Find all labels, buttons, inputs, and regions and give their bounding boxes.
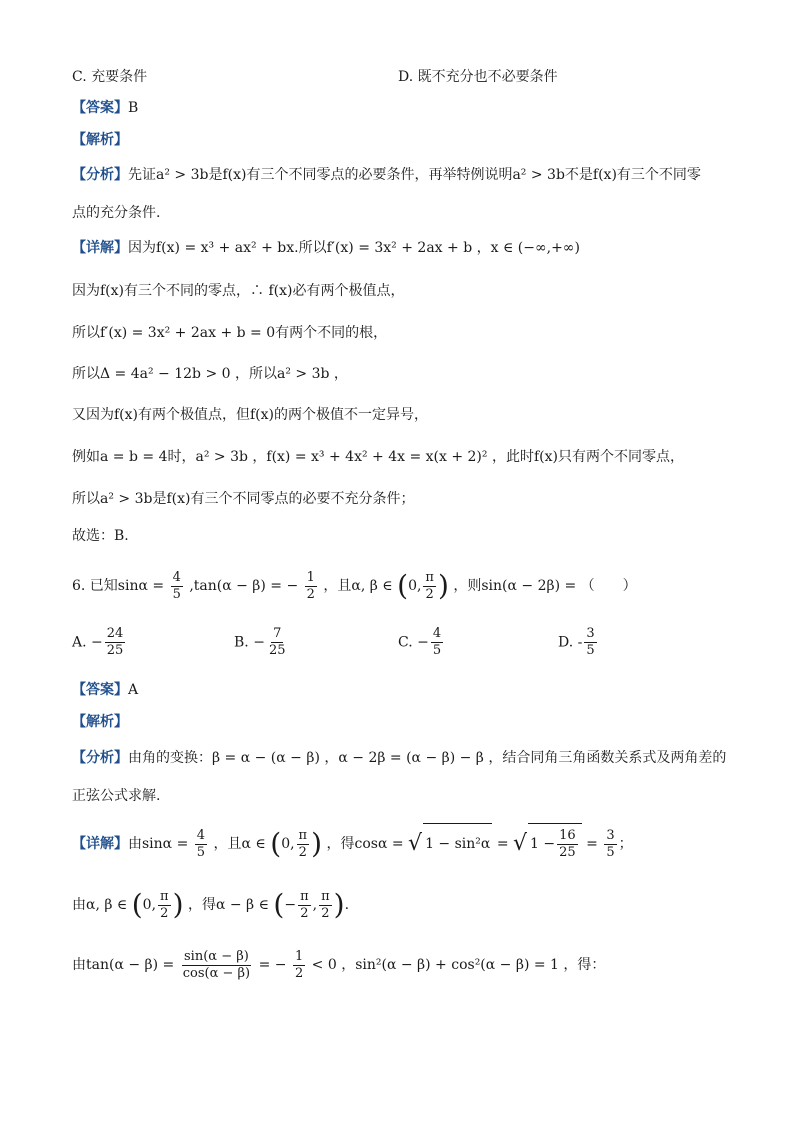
option-sign: − — [253, 634, 265, 651]
frac-num: 3 — [606, 827, 615, 843]
option-frac — [105, 626, 126, 659]
paren-open: ( — [131, 888, 143, 921]
frac-den: 2 — [306, 586, 315, 602]
frac-den: 25 — [559, 844, 576, 860]
frac-den: 25 — [268, 643, 286, 658]
q5-fenxi-line-1 — [72, 165, 701, 185]
option-label: C. — [398, 634, 413, 651]
sqrt-radicand — [528, 823, 582, 864]
option-d-prev: D. 既不充分也不必要条件 — [398, 69, 558, 85]
frac — [319, 889, 332, 922]
fenxi-tag: 【分析】 — [72, 750, 128, 766]
text: < 0 ，sin²(α − β) + cos²(α − β) = 1 ，得： — [311, 957, 606, 973]
frac — [557, 828, 578, 861]
detail-tag: 【详解】 — [72, 240, 128, 256]
option-c-prev: C. 充要条件 — [72, 69, 148, 85]
frac-num: 1 — [306, 569, 315, 585]
q5-detail-line-6: 例如a = b = 4时，a² > 3b ，f(x) = x³ + 4x² + 4x = x(x + 2)² ，此时f(x)只有两个不同零点， — [72, 449, 684, 465]
text: = − — [258, 957, 287, 973]
interval-left: 0, — [281, 836, 295, 852]
frac-den: 2 — [300, 905, 309, 921]
fenxi-text: 先证a² > 3b是f(x)有三个不同零点的必要条件，再举特例说明a² > 3b不是f(x)有三个不同零 — [128, 167, 701, 183]
frac-num: 4 — [196, 827, 206, 843]
frac-num: 4 — [172, 569, 181, 585]
sqrt-radicand: 1 − sin²α — [423, 823, 492, 864]
text: . — [344, 897, 350, 913]
stem-frac-2 — [305, 570, 317, 603]
q5-detail-line-7: 所以a² > 3b是f(x)有三个不同零点的必要不充分条件； — [72, 491, 415, 507]
frac-den: 5 — [172, 586, 181, 602]
frac — [293, 949, 305, 982]
text: ； — [618, 836, 633, 852]
q5-detail-line-2: 因为f(x)有三个不同的零点，∴ f(x)必有两个极值点， — [72, 283, 405, 299]
option-sign: − — [91, 634, 103, 651]
q5-detail-line-4: 所以Δ = 4a² − 12b > 0 ，所以a² > 3b ， — [72, 366, 348, 382]
answer-tag: 【答案】 — [72, 682, 128, 698]
q6-option-a[interactable] — [72, 626, 127, 659]
paren-close: ) — [311, 827, 323, 860]
frac — [297, 828, 310, 861]
text: 1 − — [530, 836, 556, 852]
frac-num: π — [321, 888, 330, 904]
detail-text: 因为f(x) = x³ + ax² + bx.所以f′(x) = 3x² + 2ax + b ，x ∈ (−∞,+∞) — [128, 240, 580, 256]
q6-fenxi-line-2: 正弦公式求解. — [72, 788, 161, 804]
paren-close: ) — [172, 888, 184, 921]
q5-detail-line-5: 又因为f(x)有两个极值点，但f(x)的两个极值不一定异号， — [72, 407, 429, 423]
stem-frac-3 — [423, 570, 436, 603]
interval-left: 0, — [408, 578, 422, 594]
fenxi-tag: 【分析】 — [72, 167, 128, 183]
frac — [298, 889, 311, 922]
frac-num: π — [160, 888, 169, 904]
q5-analysis-line — [72, 130, 128, 150]
text: 由tan(α − β) = — [72, 957, 175, 973]
frac — [195, 828, 207, 861]
analysis-tag: 【解析】 — [72, 132, 128, 148]
sqrt-sign: √ — [408, 831, 423, 856]
stem-suffix: ，则sin(α − 2β) = （ ） — [453, 578, 637, 594]
frac-den: 5 — [586, 643, 595, 658]
option-label: D. — [558, 634, 574, 651]
paren-open: ( — [397, 569, 409, 602]
paren-open: ( — [270, 827, 282, 860]
paren-close: ) — [437, 569, 449, 602]
option-label: A. — [72, 634, 87, 651]
q6-detail-line-1 — [72, 823, 633, 864]
q6-stem — [72, 568, 637, 604]
frac-den: 2 — [321, 905, 330, 921]
text: 由α, β ∈ — [72, 897, 128, 913]
frac-den: 2 — [298, 844, 307, 860]
q6-option-d[interactable] — [558, 626, 599, 659]
frac-num: π — [425, 569, 434, 585]
q6-answer-line — [72, 680, 138, 700]
q6-option-b[interactable] — [234, 626, 289, 659]
option-sign: - — [577, 634, 583, 651]
answer-value: B — [128, 100, 139, 116]
frac-num: π — [298, 827, 308, 843]
option-frac — [431, 626, 443, 659]
frac-num: sin(α − β) — [184, 948, 249, 964]
text: ，得α − β ∈ — [187, 897, 269, 913]
sqrt-sign: √ — [513, 831, 528, 856]
q5-answer-line — [72, 98, 138, 118]
frac — [604, 828, 616, 861]
q5-detail-line-3: 所以f′(x) = 3x² + 2ax + b = 0有两个不同的根， — [72, 325, 388, 341]
q6-analysis-line — [72, 712, 128, 732]
text: − — [284, 897, 297, 913]
paren-close: ) — [333, 888, 345, 921]
text: ，且α ∈ — [213, 836, 266, 852]
frac-num: 1 — [294, 948, 304, 964]
frac-den: cos(α − β) — [182, 965, 251, 981]
frac-num: 7 — [273, 626, 282, 641]
analysis-tag: 【解析】 — [72, 714, 128, 730]
option-frac — [584, 626, 596, 659]
equals: = — [586, 836, 598, 852]
frac — [158, 889, 171, 922]
q6-option-c[interactable] — [398, 626, 445, 659]
detail-tag: 【详解】 — [72, 836, 128, 852]
frac-den: 2 — [294, 965, 304, 981]
option-label: B. — [234, 634, 249, 651]
frac-num: 3 — [586, 626, 595, 641]
stem-mid-2: ，且α, β ∈ — [323, 578, 393, 594]
stem-mid: ,tan(α − β) = − — [189, 578, 299, 594]
frac-den: 5 — [606, 844, 615, 860]
option-frac — [267, 626, 288, 659]
text: 由sinα = — [128, 836, 189, 852]
frac-den: 2 — [160, 905, 169, 921]
frac — [181, 949, 252, 982]
interval-left: 0, — [142, 897, 157, 913]
frac-num: π — [300, 888, 309, 904]
frac-den: 5 — [196, 844, 206, 860]
q6-detail-line-3 — [72, 945, 605, 985]
text: , — [312, 897, 318, 913]
frac-num: 16 — [559, 827, 576, 843]
paren-open: ( — [273, 888, 285, 921]
q6-fenxi-line-1 — [72, 748, 726, 768]
answer-tag: 【答案】 — [72, 100, 128, 116]
equals: = — [496, 836, 509, 852]
frac-den: 5 — [432, 643, 442, 658]
fenxi-text: 由角的变换：β = α − (α − β) ，α − 2β = (α − β) − β ，结合同角三角函数关系式及两角差的 — [128, 750, 727, 766]
frac-num: 4 — [432, 626, 442, 641]
answer-value: A — [128, 682, 139, 698]
q6-detail-line-2 — [72, 885, 349, 925]
option-sign: − — [417, 634, 429, 651]
stem-prefix: 6. 已知sinα = — [72, 578, 165, 594]
frac-den: 25 — [106, 643, 124, 658]
q5-fenxi-line-2: 点的充分条件. — [72, 205, 161, 221]
frac-den: 2 — [425, 586, 434, 602]
q5-detail-line-1 — [72, 238, 580, 258]
frac-num: 24 — [106, 626, 124, 641]
text: ，得cosα = — [326, 836, 404, 852]
q5-choose-line: 故选：B. — [72, 528, 129, 544]
stem-frac-1 — [171, 570, 183, 603]
